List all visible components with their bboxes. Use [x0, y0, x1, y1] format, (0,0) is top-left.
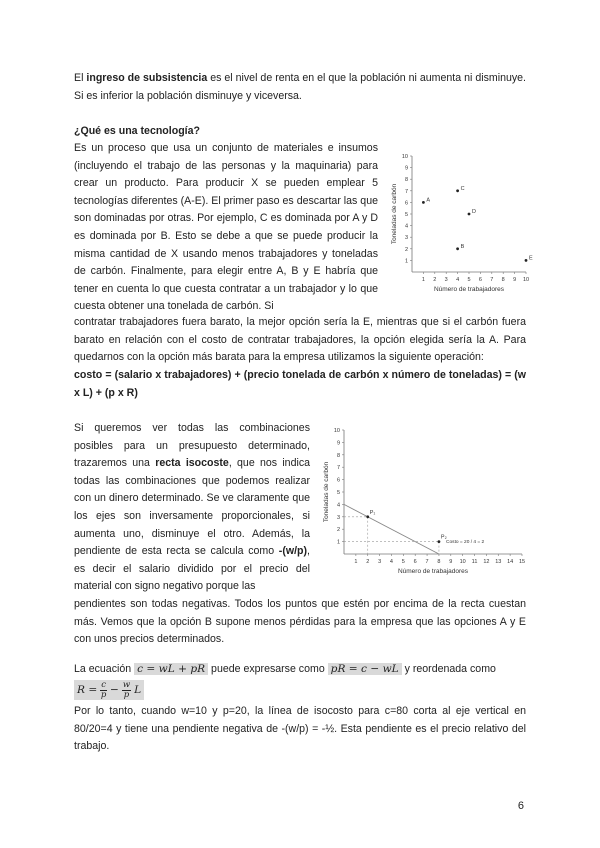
isocost-line: [344, 504, 439, 554]
x-tick-label: 9: [449, 559, 453, 565]
x-tick-label: 1: [421, 277, 425, 283]
point-label: P₂: [440, 534, 447, 541]
equation-rearranged: pR = c − wL: [328, 663, 402, 675]
x-tick-label: 7: [490, 277, 494, 283]
y-tick-label: 2: [404, 246, 408, 253]
x-tick-label: 2: [366, 559, 370, 565]
y-tick-label: 4: [404, 223, 408, 230]
x-tick-label: 10: [459, 559, 466, 565]
term-bold: recta isocoste: [155, 457, 229, 470]
cost-formula: costo = (salario x trabajadores) + (precio tonelada de carbón x número de toneladas) = (w x L) + (p x R): [74, 369, 526, 399]
y-tick-label: 5: [404, 212, 408, 218]
isocost-paragraph: [74, 420, 310, 596]
y-tick-label: 10: [333, 428, 340, 434]
technology-paragraph: Es un proceso que usa un conjunto de materiales e insumos (incluyendo el trabajo de las personas y la maquinaria) para crear un producto. Para producir X se pueden emplear 5 tecnologías diferentes (A-E). El primer paso es descartar las que son dominadas por otras. Por ejemplo, C es dominada por A y D es dominada por B. Esto se debe a que se puede producir la misma cantidad de X usando menos trabajadores y toneladas de carbón. Finalmente, para elegir entre A, B y E habría que tener en cuenta lo que cuesta contratar a un trabajador y lo que cuesta obtener una tonelada de carbón. Si: [74, 142, 378, 313]
x-tick-label: 9: [513, 277, 517, 283]
point-b: [456, 247, 459, 250]
text: Si queremos ver todas las combinaciones posibles para un presupuesto determinado, trazaremos una: [74, 422, 310, 470]
y-tick-label: 3: [336, 514, 340, 521]
y-tick-label: 4: [336, 502, 340, 509]
x-tick-label: 5: [467, 277, 471, 283]
point-c: [456, 189, 459, 192]
point-label: E: [529, 255, 533, 262]
x-tick-label: 8: [437, 559, 441, 565]
isocost-chart: [314, 424, 528, 584]
y-tick-label: 9: [336, 440, 340, 447]
x-tick-label: 1: [354, 559, 358, 565]
den: p: [100, 689, 107, 700]
point-label: D: [472, 209, 476, 215]
num: c: [101, 679, 106, 690]
x-tick-label: 3: [444, 277, 448, 283]
y-tick-label: 7: [336, 465, 340, 472]
y-tick-label: 5: [336, 490, 340, 496]
equation-isocost: [74, 680, 144, 700]
technology-paragraph-cont: contratar trabajadores fuera barato, la mejor opción sería la E, mientras que si el carbón fuera barato en relación con el costo de contratar trabajadores, la opción elegida sería la A. Para quedarnos con la opción más barata para la empresa utilizamos la siguiente operación:: [74, 316, 526, 364]
y-tick-label: 1: [404, 258, 408, 265]
x-tick-label: 2: [433, 277, 437, 283]
x-tick-label: 5: [401, 559, 405, 565]
x-tick-label: 4: [456, 277, 460, 283]
text: La ecuación: [74, 663, 135, 675]
isocost-line-label: Costo = 20 / 4 = 2: [446, 539, 485, 545]
x-tick-label: 12: [483, 559, 490, 565]
text: y reordenada como: [401, 663, 496, 675]
point-d: [468, 213, 471, 216]
x-axis-label: Número de trabajadores: [397, 568, 469, 575]
y-tick-label: 10: [401, 154, 408, 160]
x-tick-label: 15: [518, 559, 526, 565]
den: p: [123, 689, 130, 700]
y-tick-label: 3: [404, 235, 408, 242]
eq-L: L: [134, 684, 142, 696]
point-e: [525, 259, 528, 262]
y-tick-label: 6: [404, 200, 408, 207]
x-tick-label: 3: [378, 559, 382, 565]
term-bold: ingreso de subsistencia: [86, 72, 208, 84]
y-tick-label: 9: [404, 165, 408, 172]
point-label: B: [460, 243, 465, 250]
point-label: A: [426, 197, 431, 204]
text: , es decir el salario dividido por el precio del material con signo negativo porque las: [74, 545, 310, 593]
conclusion-paragraph: Por lo tanto, cuando w=10 y p=20, la línea de isocosto para c=80 corta al eje vertical en 80/20=4 y tiene una pendiente negativa de -(w/p) = -½. Esta pendiente es el precio relativo del trabajo.: [74, 705, 526, 753]
text: puede expresarse como: [208, 663, 328, 675]
point-label: C: [460, 185, 465, 192]
isocost-paragraph-cont: pendientes son todas negativas. Todos los puntos que estén por encima de la recta cuestan más. Vemos que la opción B supone menos pérdidas para la empresa que las opciones A y E con unos precios determinados.: [74, 598, 526, 646]
slope-bold: -(w/p): [278, 545, 308, 558]
point-label: P₁: [369, 509, 376, 516]
section-heading: ¿Qué es una tecnología?: [74, 125, 200, 137]
technology-scatter-chart: [384, 150, 532, 302]
text: El: [74, 72, 87, 84]
x-tick-label: 14: [507, 559, 514, 565]
y-tick-label: 7: [404, 188, 408, 195]
equation-paragraph: [74, 661, 526, 679]
y-tick-label: 8: [404, 177, 408, 184]
eq-lhs: R =: [77, 684, 98, 696]
x-tick-label: 4: [389, 559, 393, 565]
point-a: [422, 201, 425, 204]
intro-paragraph: [74, 70, 526, 105]
x-tick-label: 11: [471, 559, 478, 565]
fraction-c-p: [100, 681, 107, 700]
equation-cost: c = wL + pR: [134, 663, 208, 675]
x-tick-label: 6: [413, 559, 417, 565]
y-tick-label: 6: [336, 477, 340, 484]
y-tick-label: 8: [336, 452, 340, 459]
y-axis-label: Toneladas de carbón: [323, 461, 330, 523]
x-axis-label: Número de trabajadores: [433, 286, 505, 293]
num: w: [122, 679, 131, 690]
point-p2: [438, 540, 441, 543]
text: es el nivel de renta en el que la población ni aumenta ni disminuye. Si es inferior la población disminuye y viceversa.: [74, 72, 526, 102]
point-p1: [366, 515, 369, 518]
y-tick-label: 2: [336, 527, 340, 534]
text: , que nos indica todas las combinaciones que podemos realizar con un dinero determinado. Se ve claramente que los ejes son inversamente proporcionales, si aumenta uno, disminuye el otro. Además, la pendiente de esta recta se calcula como: [74, 457, 311, 558]
y-axis-label: Toneladas de carbón: [391, 183, 398, 245]
y-tick-label: 1: [336, 539, 340, 546]
minus: −: [110, 684, 119, 696]
x-tick-label: 7: [425, 559, 429, 565]
x-tick-label: 6: [478, 277, 482, 283]
x-tick-label: 8: [501, 277, 505, 283]
page-number: 6: [517, 800, 524, 812]
x-tick-label: 10: [522, 277, 530, 283]
fraction-w-p: [122, 681, 131, 700]
x-tick-label: 13: [495, 559, 502, 565]
